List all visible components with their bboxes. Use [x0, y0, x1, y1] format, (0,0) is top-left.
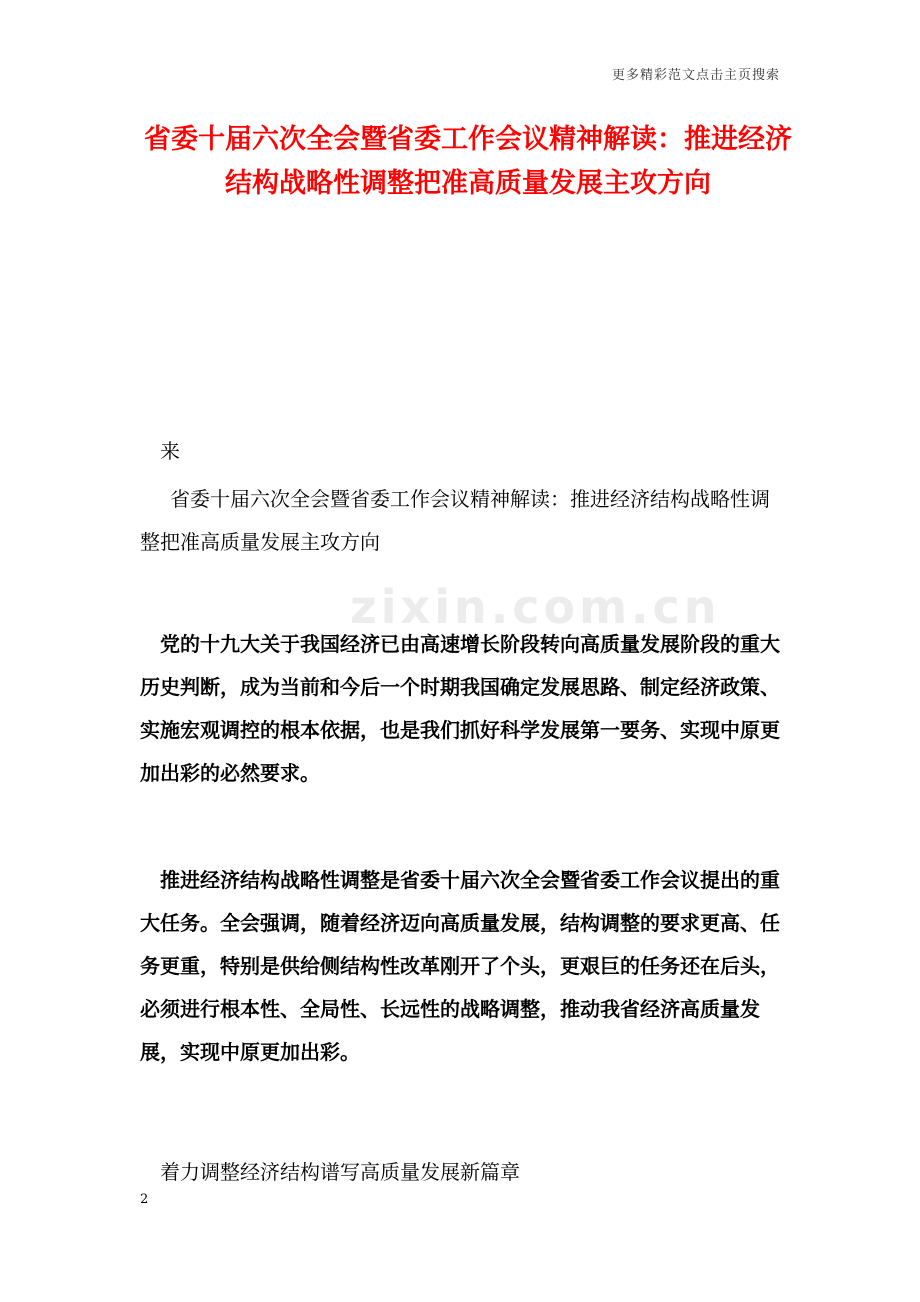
page-number: 2 [140, 1192, 149, 1207]
document-title: 省委十届六次全会暨省委工作会议精神解读：推进经济结构战略性调整把准高质量发展主攻方向 [144, 124, 792, 199]
paragraph-source-fragment: 来 [160, 439, 180, 463]
watermark: zixin.com.cn [350, 580, 721, 634]
paragraph-body-1: 党的十九大关于我国经济已由高速增长阶段转向高质量发展阶段的重大历史判断，成为当前和今后一个时期我国确定发展思路、制定经济政策、实施宏观调控的根本依据，也是我们抓好科学发展第一要务、实现中原更加出彩的必然要求。 [140, 632, 780, 785]
paragraph-body-2: 推进经济结构战略性调整是省委十届六次全会暨省委工作会议提出的重大任务。全会强调，随着经济迈向高质量发展，结构调整的要求更高、任务更重，特别是供给侧结构性改革刚开了个头，更艰巨的任务还在后头，必须进行根本性、全局性、长远性的战略调整，推动我省经济高质量发展，实现中原更加出彩。 [140, 868, 780, 1064]
paragraph-title-repeat: 省委十届六次全会暨省委工作会议精神解读：推进经济结构战略性调整把准高质量发展主攻方向 [140, 487, 770, 554]
section-heading: 着力调整经济结构谱写高质量发展新篇章 [160, 1160, 520, 1184]
header-search-link[interactable]: 更多精彩范文点击主页搜索 [611, 68, 780, 83]
